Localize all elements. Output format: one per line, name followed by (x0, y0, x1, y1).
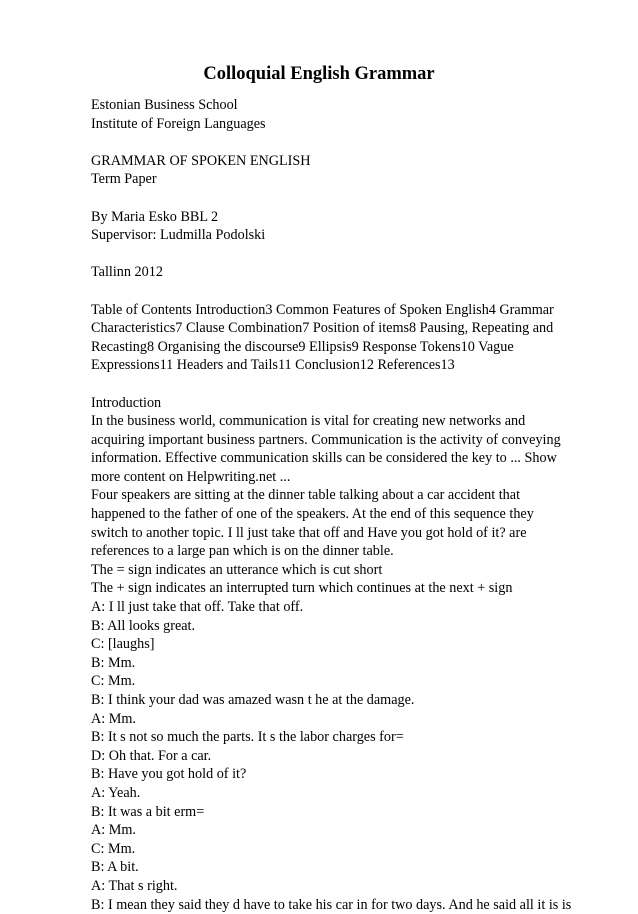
text-line: happened to the father of one of the speakers. At the end of this sequence they (91, 505, 591, 524)
dialogue-line: B: A bit. (91, 858, 591, 877)
document-content (91, 394, 591, 914)
dialogue-line: C: [laughs] (91, 635, 591, 654)
institution-line: Estonian Business School (91, 96, 591, 115)
paragraph-gap (91, 245, 591, 264)
paper-subject: GRAMMAR OF SPOKEN ENGLISH (91, 152, 591, 171)
dialogue-line: B: I think your dad was amazed wasn t he at the damage. (91, 691, 591, 710)
table-of-contents (91, 301, 591, 375)
dialogue-line: C: Mm. (91, 840, 591, 859)
text-line: more content on Helpwriting.net ... (91, 468, 591, 487)
dialogue-line: B: It was a bit erm= (91, 803, 591, 822)
dialogue-line: B: All looks great. (91, 617, 591, 636)
text-line: references to a large pan which is on the dinner table. (91, 542, 591, 561)
text-line: acquiring important business partners. Communication is the activity of conveying (91, 431, 591, 450)
text-line: information. Effective communication skills can be considered the key to ... Show (91, 449, 591, 468)
paragraph-gap (91, 189, 591, 208)
paragraph-gap (91, 133, 591, 152)
document-title: Colloquial English Grammar (0, 62, 638, 86)
dialogue-line: A: Yeah. (91, 784, 591, 803)
author-line: By Maria Esko BBL 2 (91, 208, 591, 227)
dialogue-line: B: I mean they said they d have to take his car in for two days. And he said all it is is (91, 896, 591, 914)
dialogue-line: D: Oh that. For a car. (91, 747, 591, 766)
text-line: switch to another topic. I ll just take that off and Have you got hold of it? are (91, 524, 591, 543)
text-line: Four speakers are sitting at the dinner table talking about a car accident that (91, 486, 591, 505)
dialogue-line: B: Have you got hold of it? (91, 765, 591, 784)
dialogue-line: A: Mm. (91, 710, 591, 729)
toc-line: Recasting8 Organising the discourse9 Ellipsis9 Response Tokens10 Vague (91, 338, 591, 357)
toc-line: Expressions11 Headers and Tails11 Conclusion12 References13 (91, 356, 591, 375)
institution-line: Institute of Foreign Languages (91, 115, 591, 134)
dialogue-line: A: That s right. (91, 877, 591, 896)
dialogue-line: A: I ll just take that off. Take that off. (91, 598, 591, 617)
place-year: Tallinn 2012 (91, 263, 591, 282)
document-body (91, 96, 591, 914)
text-line: The + sign indicates an interrupted turn which continues at the next + sign (91, 579, 591, 598)
dialogue-line: B: It s not so much the parts. It s the labor charges for= (91, 728, 591, 747)
dialogue-line: A: Mm. (91, 821, 591, 840)
section-heading-introduction: Introduction (91, 394, 591, 413)
dialogue-line: C: Mm. (91, 672, 591, 691)
toc-line: Table of Contents Introduction3 Common Features of Spoken English4 Grammar (91, 301, 591, 320)
paragraph-gap (91, 375, 591, 394)
toc-line: Characteristics7 Clause Combination7 Position of items8 Pausing, Repeating and (91, 319, 591, 338)
text-line: In the business world, communication is vital for creating new networks and (91, 412, 591, 431)
text-line: The = sign indicates an utterance which is cut short (91, 561, 591, 580)
dialogue-line: B: Mm. (91, 654, 591, 673)
supervisor-line: Supervisor: Ludmilla Podolski (91, 226, 591, 245)
paragraph-gap (91, 282, 591, 301)
paper-type: Term Paper (91, 170, 591, 189)
